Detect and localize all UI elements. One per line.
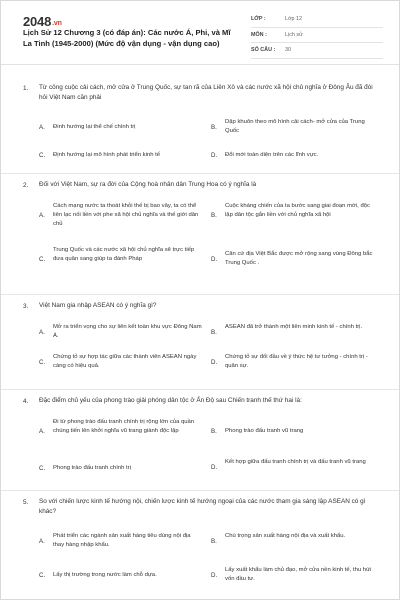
meta-label: SỐ CÂU : bbox=[251, 47, 276, 54]
option-letter: A. bbox=[39, 329, 45, 336]
question-3 bbox=[1, 295, 400, 390]
question-2 bbox=[1, 174, 400, 295]
option-text: Cuộc kháng chiến của ta bước sang giai đoạn mới, độc lập dân tộc gắn liền với chủ nghĩa xã hội bbox=[225, 203, 370, 218]
question-5 bbox=[1, 491, 400, 600]
meta-label: LỚP : bbox=[251, 16, 266, 23]
option-letter: B. bbox=[211, 124, 217, 131]
question-number: 4. bbox=[23, 398, 29, 405]
option-text: Chứng tỏ sự hợp tác giữa các thành viên ASEAN ngày càng có hiệu quả. bbox=[53, 354, 197, 369]
option-text: Chú trọng sản xuất hàng nội địa và xuất khẩu. bbox=[225, 533, 346, 539]
option-letter: D. bbox=[211, 152, 218, 159]
meta-row-subject bbox=[251, 28, 383, 44]
question-text: Đặc điểm chủ yếu của phong trào giải phóng dân tộc ở Ấn Độ sau Chiến tranh thế thứ hai là: bbox=[39, 397, 302, 404]
question-4 bbox=[1, 390, 400, 491]
option-text: ASEAN đã trở thành một liên minh kinh tế - chính trị. bbox=[225, 324, 363, 330]
meta-value: Lịch sử bbox=[285, 31, 303, 38]
option-letter: C. bbox=[39, 359, 46, 366]
page-title: Lịch Sử 12 Chương 3 (có đáp án): Các nước Á, Phi, và Mĩ La Tinh (1945-2000) (Mức độ vận dụng - vận dụng cao) bbox=[23, 28, 231, 48]
option-text: Định hướng lại mô hình phát triển kinh tế bbox=[53, 152, 161, 158]
question-text: Từ công cuộc cải cách, mở cửa ở Trung Quốc, sự tan rã của Liên Xô và các nước xã hội chủ nghĩa ở Đông Âu đã đòi hỏi Việt Nam cần phải bbox=[39, 84, 373, 101]
meta-row-class bbox=[251, 12, 383, 28]
option-letter: A. bbox=[39, 124, 45, 131]
option-text: Căn cứ địa Việt Bắc được mở rộng sang vùng Đông bắc Trung Quốc . bbox=[225, 251, 373, 266]
option-letter: B. bbox=[211, 538, 217, 545]
question-1 bbox=[1, 77, 400, 174]
page-header bbox=[1, 1, 400, 65]
option-text: Lấy xuất khẩu làm chủ đạo, mở cửa nền kinh tế, thu hút vốn đầu tư. bbox=[225, 567, 371, 582]
question-number: 5. bbox=[23, 499, 29, 506]
meta-table bbox=[251, 12, 383, 59]
meta-value: Lớp 12 bbox=[285, 16, 303, 23]
option-letter: C. bbox=[39, 256, 46, 263]
option-text: Đổi mới toàn diện trên các lĩnh vực. bbox=[225, 152, 319, 158]
option-text: Lấy thị trường trong nước làm chỗ dựa. bbox=[53, 572, 157, 578]
option-letter: D. bbox=[211, 572, 218, 579]
option-letter: A. bbox=[39, 212, 45, 219]
option-letter: B. bbox=[211, 212, 217, 219]
option-letter: B. bbox=[211, 428, 217, 435]
question-number: 3. bbox=[23, 303, 29, 310]
option-letter: D. bbox=[211, 464, 218, 471]
option-letter: D. bbox=[211, 256, 218, 263]
meta-label: MÔN : bbox=[251, 31, 267, 38]
option-letter: C. bbox=[39, 152, 46, 159]
option-text: Cách mạng nước ta thoát khỏi thế bị bao vây, ta có thể liên lạc nối liền với phe xã hội chủ nghĩa và thế giới dân chủ bbox=[53, 203, 199, 227]
option-text: Đi từ phong trào đấu tranh chính trị rộng lớn của quần chúng tiến lên khởi nghĩa vũ trang giành độc lập bbox=[53, 419, 195, 434]
option-text: Mở ra triển vọng cho sự liên kết toàn khu vực Đông Nam Á. bbox=[53, 324, 202, 339]
option-text: Phong trào đấu tranh chính trị bbox=[53, 465, 131, 471]
option-letter: A. bbox=[39, 428, 45, 435]
question-number: 1. bbox=[23, 85, 29, 92]
logo-text: 2048 bbox=[23, 14, 52, 29]
logo-suffix: .vn bbox=[52, 20, 62, 27]
option-text: Kết hợp giữa đấu tranh chính trị và đấu tranh vũ trang bbox=[225, 459, 366, 465]
question-text: Đối với Việt Nam, sự ra đời của Cộng hoà nhân dân Trung Hoa có ý nghĩa là bbox=[39, 181, 257, 188]
question-number: 2. bbox=[23, 182, 29, 189]
meta-row-count bbox=[251, 43, 383, 59]
question-text: Việt Nam gia nhập ASEAN có ý nghĩa gì? bbox=[39, 302, 157, 309]
option-text: Dập khuôn theo mô hình cải cách- mở cửa của Trung Quốc bbox=[225, 119, 365, 134]
option-letter: C. bbox=[39, 465, 46, 472]
option-letter: C. bbox=[39, 572, 46, 579]
option-letter: A. bbox=[39, 538, 45, 545]
option-letter: D. bbox=[211, 359, 218, 366]
option-text: Chứng tỏ sự đối đầu về ý thức hệ tư tưởng - chính trị - quân sự. bbox=[225, 354, 368, 369]
option-text: Phát triển các ngành sản xuất hàng tiêu dùng nội địa thay hàng nhập khẩu. bbox=[53, 533, 191, 548]
question-text: So với chiến lược kinh tế hướng nội, chiến lược kinh tế hướng ngoại của các nước tham gia sáng lập ASEAN có gì khác? bbox=[39, 498, 366, 515]
meta-value: 30 bbox=[285, 47, 291, 54]
option-text: Phong trào đấu tranh vũ trang bbox=[225, 428, 304, 434]
site-logo[interactable] bbox=[23, 14, 62, 29]
option-text: Trung Quốc và các nước xã hội chủ nghĩa sẽ trực tiếp đưa quân sang giúp ta đánh Pháp bbox=[53, 247, 195, 262]
option-text: Đinh hướng lại thể chế chính trị bbox=[53, 124, 136, 130]
option-letter: B. bbox=[211, 329, 217, 336]
